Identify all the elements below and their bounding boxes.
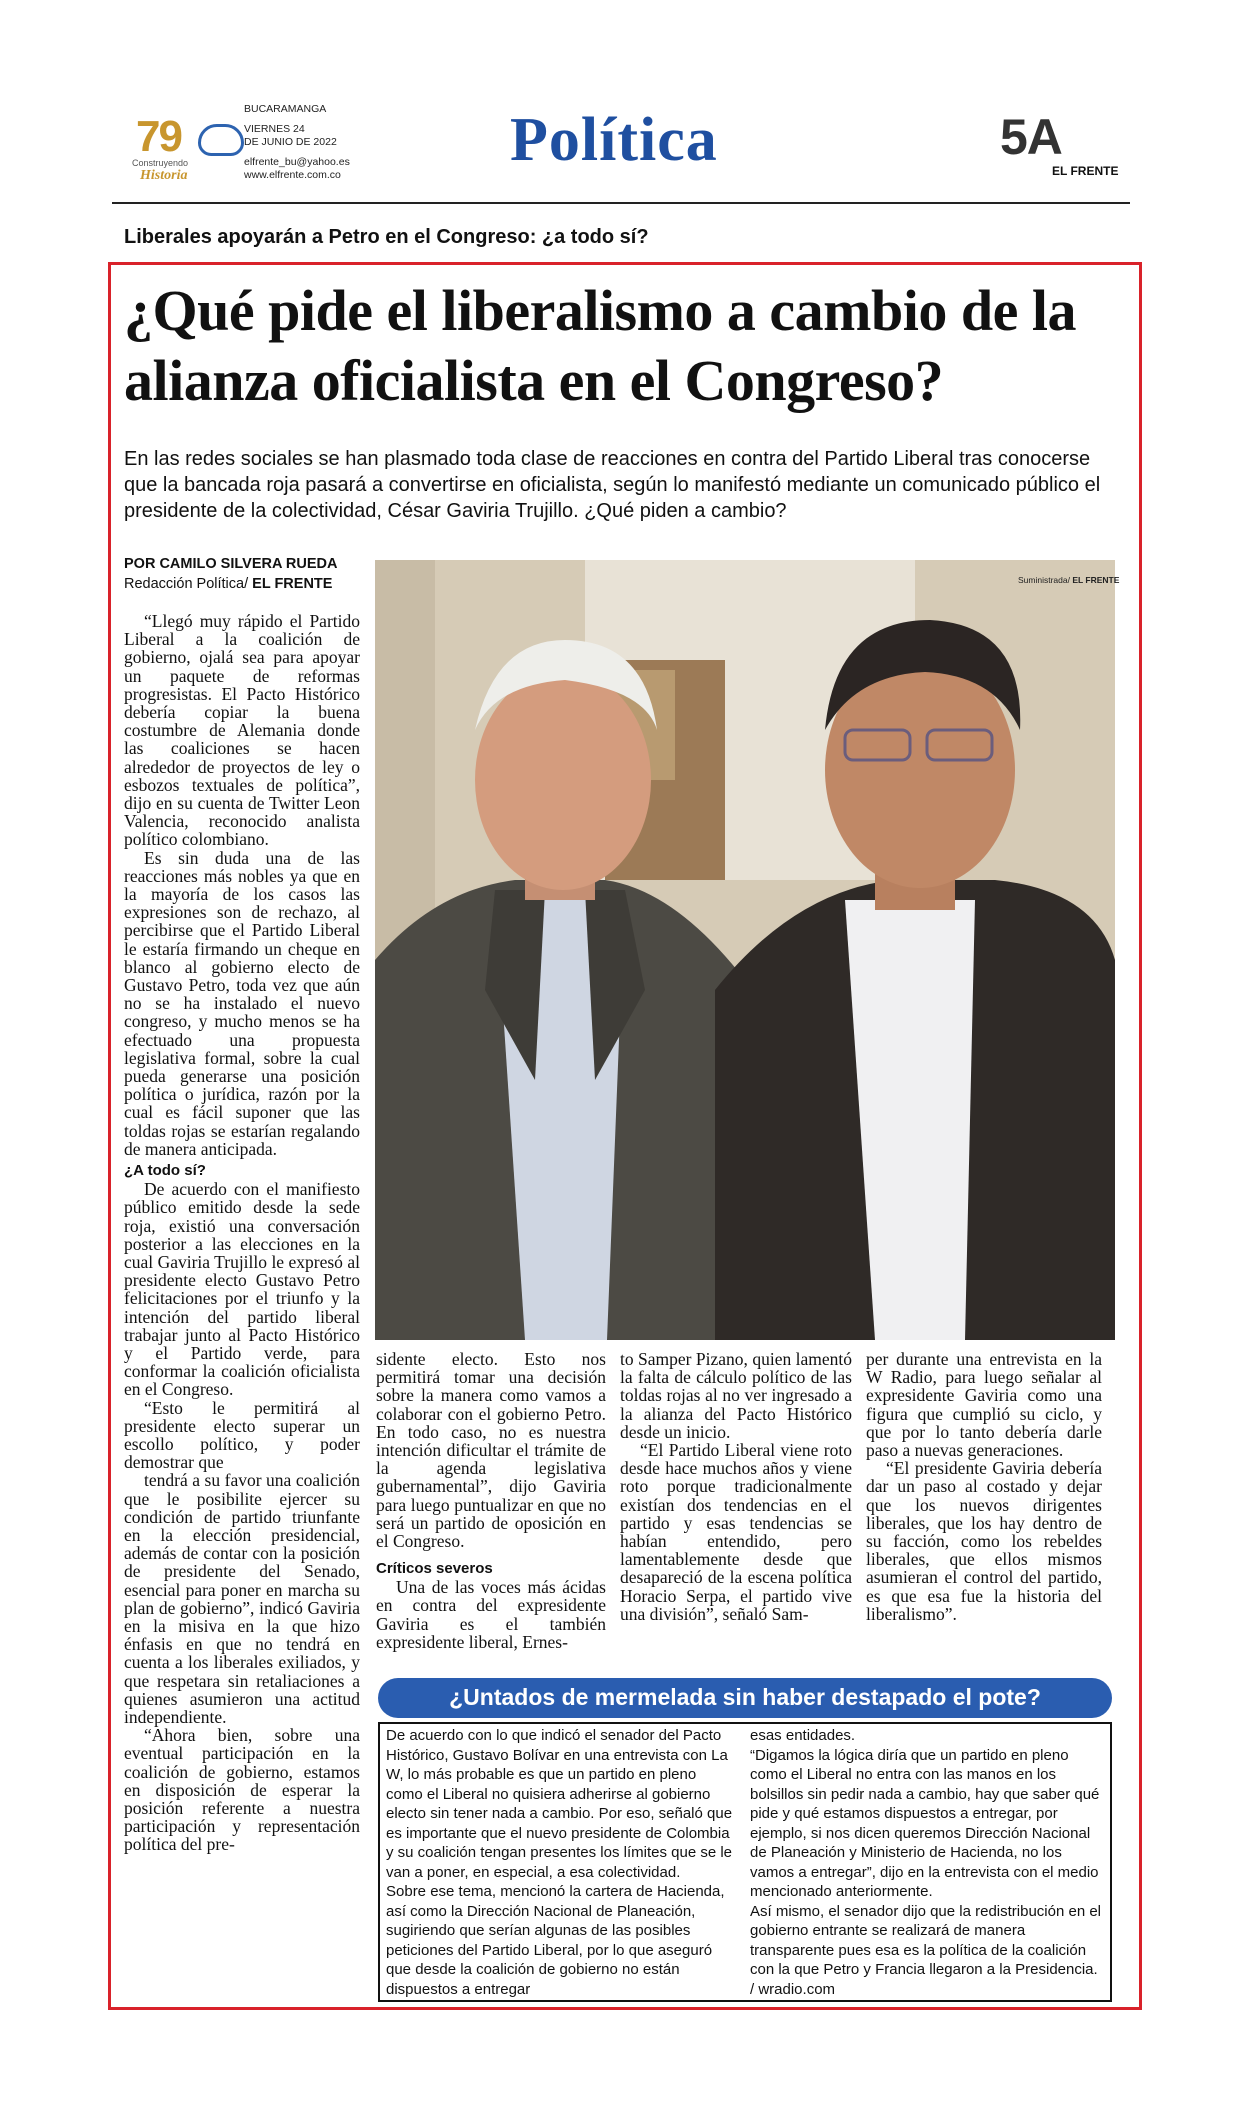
city: BUCARAMANGA — [244, 103, 327, 115]
paragraph: to Samper Pizano, quien lamentó la falta de cálculo político de las toldas rojas al no ver ingresado a la alianza del Pacto Histórico desde un inicio. — [620, 1349, 852, 1442]
subheading: Críticos severos — [376, 1560, 493, 1578]
photo-credit-label: Suministrada/ — [1018, 575, 1070, 585]
photo-credit-brand: EL FRENTE — [1072, 575, 1120, 585]
date: DE JUNIO DE 2022 — [244, 136, 337, 148]
article-column-1 — [124, 612, 360, 1854]
paragraph: Es sin duda una de las reacciones más nobles ya que en la mayoría de los casos las expresiones son de rechazo, al percibirse que el Partido Liberal le estaría firmando un cheque en blanco al gobierno electo de Gustavo Petro, toda vez que aún no se ha instalado el nuevo congreso, y mucho menos se ha efectuado una propuesta legislativa formal, sobre la cual pueda generarse una posición política o jurídica, razón por la cual es fácil suponer que las toldas rojas se estarían regalando de manera anticipada. — [124, 847, 360, 1159]
byline-desk-label: Redacción Política/ — [124, 576, 249, 592]
sidebar-paragraph: esas entidades. — [750, 1727, 856, 1744]
paragraph: “Ahora bien, sobre una eventual participación en la coalición de gobierno, estamos en disposición de esperar la posición referente a nuestra participación y representación política del pre- — [124, 1725, 360, 1855]
photo-illustration — [375, 560, 1115, 1340]
sidebar-paragraph: Sobre ese tema, mencionó la cartera de Hacienda, así como la Dirección Nacional de Planeación, sugiriendo que serían algunas de las posibles peticiones del Partido Liberal, por lo que aseguró que desde la coalición de gobierno no están dispuestos a entregar — [386, 1883, 725, 1998]
email: elfrente_bu@yahoo.es — [244, 155, 350, 168]
paragraph: Una de las voces más ácidas en contra del expresidente Gaviria es el también expresidente liberal, Ernes- — [376, 1577, 606, 1652]
paragraph: per durante una entrevista en la W Radio, para luego señalar al expresidente Gaviria como una figura que cumplió su ciclo, y que por lo tanto debería darle paso a nuevas generaciones. — [866, 1349, 1102, 1461]
section-title: Política — [510, 106, 718, 174]
sidebar-paragraph: De acuerdo con lo que indicó el senador del Pacto Histórico, Gustavo Bolívar en una entrevista con La W, lo más probable es que un partido en pleno como el Liberal no quisiera adherirse al gobierno electo sin tener nada a cambio. Por eso, señaló que es importante que el nuevo presidente de Colombia y su coalición tengan presentes los límites que se le van a poner, en especial, a esa colectividad. — [386, 1727, 733, 1881]
masthead-rule — [112, 202, 1130, 204]
logo-subtitle: Construyendo — [132, 158, 189, 168]
page-number: 5A — [1000, 109, 1062, 165]
anniversary-logo — [128, 112, 236, 183]
sidebar-paragraph: “Digamos la lógica diría que un partido en pleno como el Liberal no entra con las manos en los bolsillos sin pedir nada a cambio, hay que saber qué pide y qué estamos dispuestos a entregar, por ejemplo, si nos dicen queremos Dirección Nacional de Planeación y Ministerio de Hacienda, no los vamos a entregar”, dijo en la entrevista con el medio mencionado anteriormente. — [750, 1746, 1100, 1900]
paragraph: tendrá a su favor una coalición que le posibilite ejercer su condición de partido triunfante en la elección presidencial, además de contar con la posición de presidente del Senado, esencial para poner en marcha su plan de gobierno”, indicó Gaviria en la misiva en la que hizo énfasis en que no tendrá en cuenta a los liberales exiliados, y que respetara sin retaliaciones a quienes asumieron una actitud independiente. — [124, 1470, 360, 1727]
newspaper-brand: EL FRENTE — [1052, 164, 1119, 178]
sidebar-column-2 — [750, 1726, 1102, 1999]
sidebar-title: ¿Untados de mermelada sin haber destapado el pote? — [449, 1684, 1041, 1710]
paragraph: De acuerdo con el manifiesto público emitido desde la sede roja, existió una conversación posterior a las elecciones en la cual Gaviria Trujillo le expresó al presidente electo Gustavo Petro felicitaciones por el triunfo y la intención del partido liberal trabajar junto al Pacto Histórico y el Partido verde, para conformar la coalición oficialista en el Congreso. — [124, 1179, 360, 1400]
photo-two-men — [375, 560, 1115, 1340]
subheading: ¿A todo sí? — [124, 1162, 206, 1180]
website: www.elfrente.com.co — [244, 169, 341, 181]
cloud-icon — [198, 124, 244, 156]
article-column-4 — [866, 1350, 1102, 1623]
sidebar-paragraph: Así mismo, el senador dijo que la redistribución en el gobierno entrante se realizará de manera transparente pues esa es la política de la coalición con la que Petro y Francia llegaron a la Presidencia. / wradio.com — [750, 1902, 1102, 1998]
headline: ¿Qué pide el liberalismo a cambio de la alianza oficialista en el Congreso? — [124, 278, 1076, 413]
paragraph: “El presidente Gaviria debería dar un paso al costado y dejar que los nuevos dirigentes liberales, que los hay dentro de su facción, como los rebeldes liberales, que ellos mismos asumieran el control del partido, es que esa fue la historia del liberalismo”. — [866, 1458, 1102, 1624]
sidebar-column-1 — [386, 1726, 734, 1999]
photo-credit — [1018, 575, 1119, 585]
paragraph: sidente electo. Esto nos permitirá tomar una decisión sobre la manera como vamos a colaborar con el gobierno Petro. En todo caso, no es nuestra intención dificultar el trámite de la agenda legislativa gubernamental”, dijo Gaviria para luego puntualizar en que no será un partido de oposición en el Congreso. — [376, 1349, 606, 1552]
byline-author: POR CAMILO SILVERA RUEDA — [124, 556, 338, 572]
logo-number: 79 — [136, 112, 181, 161]
byline-desk-brand: EL FRENTE — [252, 576, 333, 592]
article-column-3 — [620, 1350, 852, 1623]
masthead-info — [244, 103, 350, 183]
paragraph: “Esto le permitirá al presidente electo superar un escollo político, y poder demostrar que — [124, 1397, 360, 1473]
paragraph: “El Partido Liberal viene roto desde hace muchos años y viene roto porque tradicionalmente existían dos tendencias en el partido y esas tendencias se habían entendido, pero lamentablemente desde que desapareció de la escena política Horacio Serpa, el partido vive una división”, señaló Sam- — [620, 1440, 852, 1624]
paragraph: “Llegó muy rápido el Partido Liberal a la coalición de gobierno, ojalá sea para apoyar un paquete de reformas progresistas. El Pacto Histórico debería copiar la buena costumbre de Alemania donde las coaliciones se hacen alrededor de proyectos de ley o esbozos textuales de política”, dijo en su cuenta de Twitter Leon Valencia, reconocido analista político colombiano. — [124, 611, 360, 850]
article-column-2 — [376, 1350, 606, 1651]
lead-paragraph: En las redes sociales se han plasmado toda clase de reacciones en contra del Partido Liberal tras conocerse que la bancada roja pasará a convertirse en oficialista, según lo manifestó mediante un comunicado público el presidente de la colectividad, César Gaviria Trujillo. ¿Qué piden a cambio? — [124, 448, 1101, 522]
byline-desk — [124, 576, 332, 592]
kicker: Liberales apoyarán a Petro en el Congreso: ¿a todo sí? — [124, 226, 649, 248]
weekday: VIERNES 24 — [244, 122, 305, 135]
logo-subtitle-history: Historia — [140, 168, 188, 183]
